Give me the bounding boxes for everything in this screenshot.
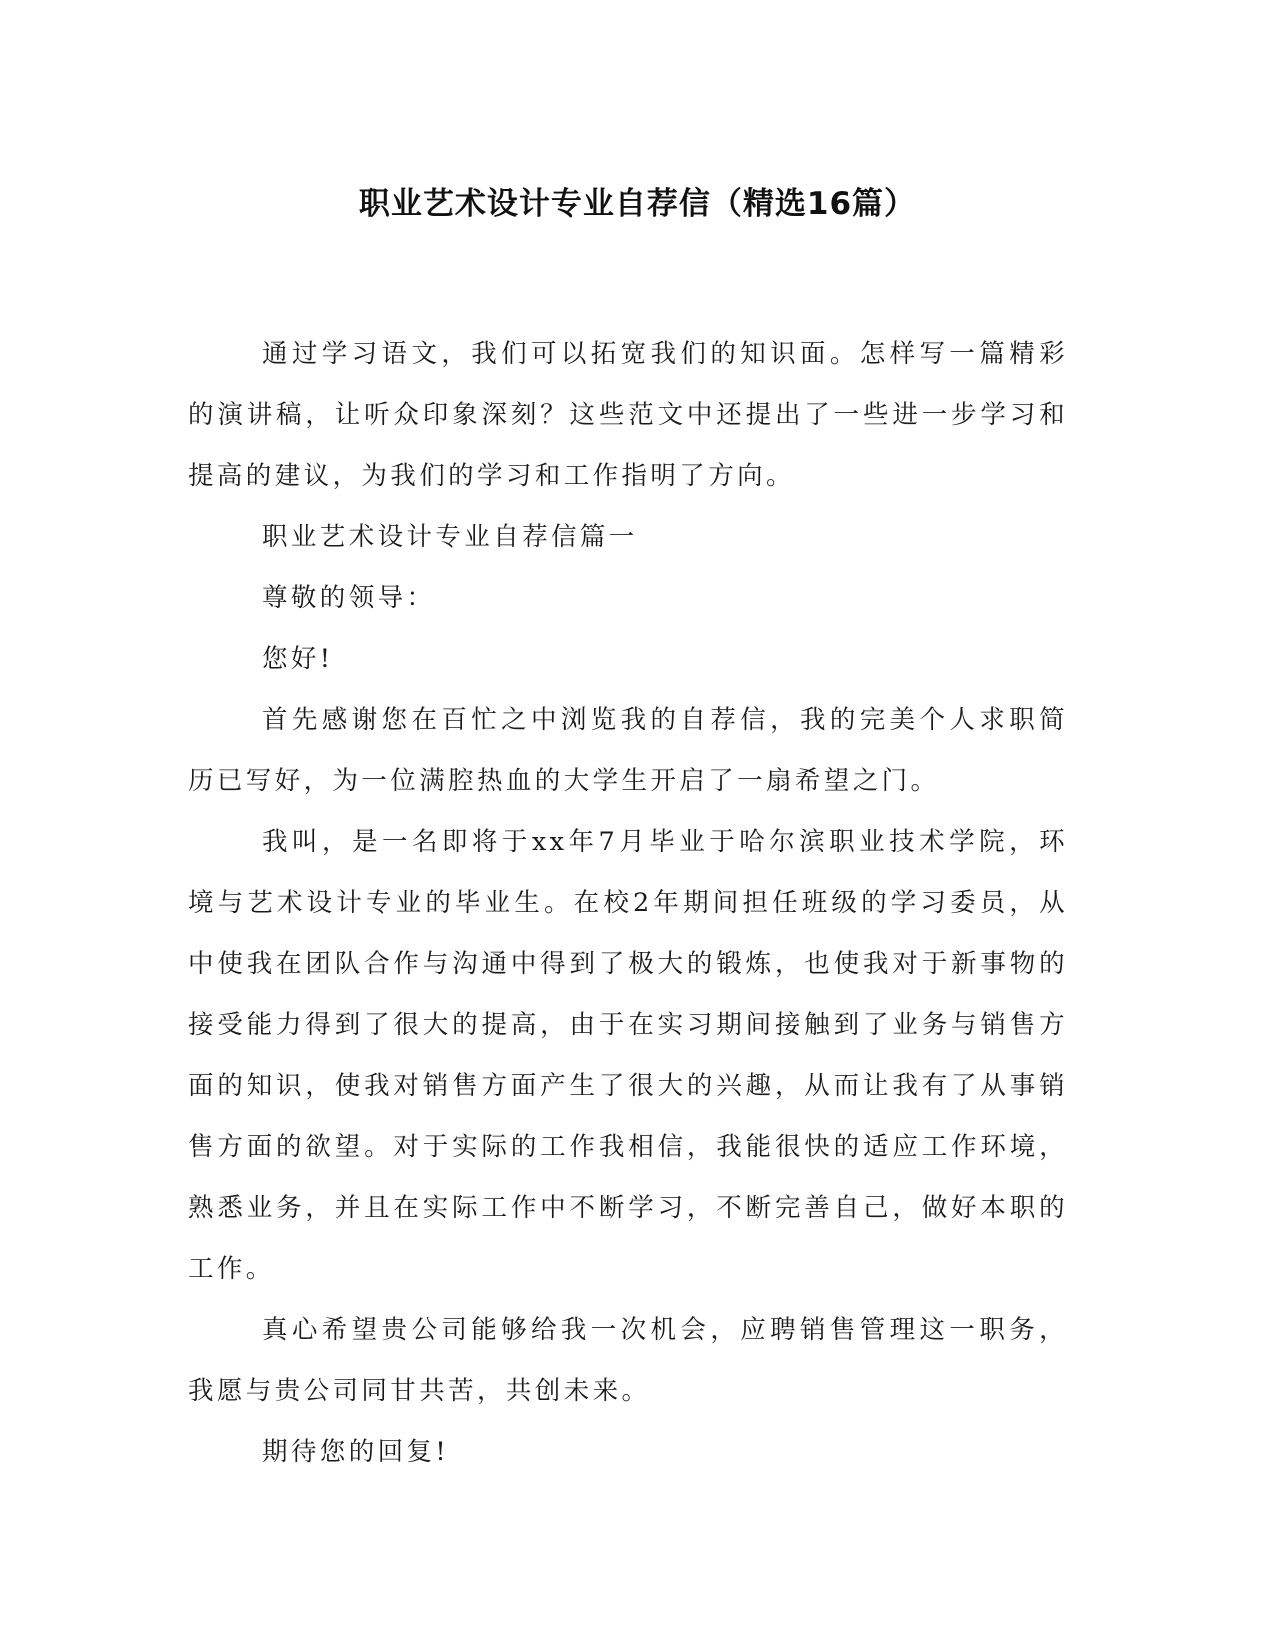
salutation: 尊敬的领导： <box>262 583 436 613</box>
section-heading: 职业艺术设计专业自荐信篇一 <box>262 522 638 552</box>
body-paragraph: 真心希望贵公司能够给我一次机会，应聘销售管理这一职务，我愿与贵公司同甘共苦，共创未来。 <box>188 1315 1068 1406</box>
body-paragraph: 我叫，是一名即将于xx年7月毕业于哈尔滨职业技术学院，环境与艺术设计专业的毕业生。在校2年期间担任班级的学习委员，从中使我在团队合作与沟通中得到了极大的锻炼，也使我对于新事物的接受能力得到了很大的提高，由于在实习期间接触到了业务与销售方面的知识，使我对销售方面产生了很大的兴趣，从而让我有了从事销售方面的欲望。对于实际的工作我相信，我能很快的适应工作环境，熟悉业务，并且在实际工作中不断学习，不断完善自己，做好本职的工作。 <box>188 827 1068 1284</box>
document-title: 职业艺术设计专业自荐信（精选16篇） <box>358 186 917 222</box>
document-body <box>188 324 1068 1483</box>
body-paragraph: 首先感谢您在百忙之中浏览我的自荐信，我的完美个人求职简历已写好，为一位满腔热血的大学生开启了一扇希望之门。 <box>188 705 1068 796</box>
greeting: 您好! <box>262 644 334 674</box>
intro-paragraph: 通过学习语文，我们可以拓宽我们的知识面。怎样写一篇精彩的演讲稿，让听众印象深刻？这些范文中还提出了一些进一步学习和提高的建议，为我们的学习和工作指明了方向。 <box>188 339 1068 491</box>
closing-line: 期待您的回复! <box>262 1437 450 1467</box>
